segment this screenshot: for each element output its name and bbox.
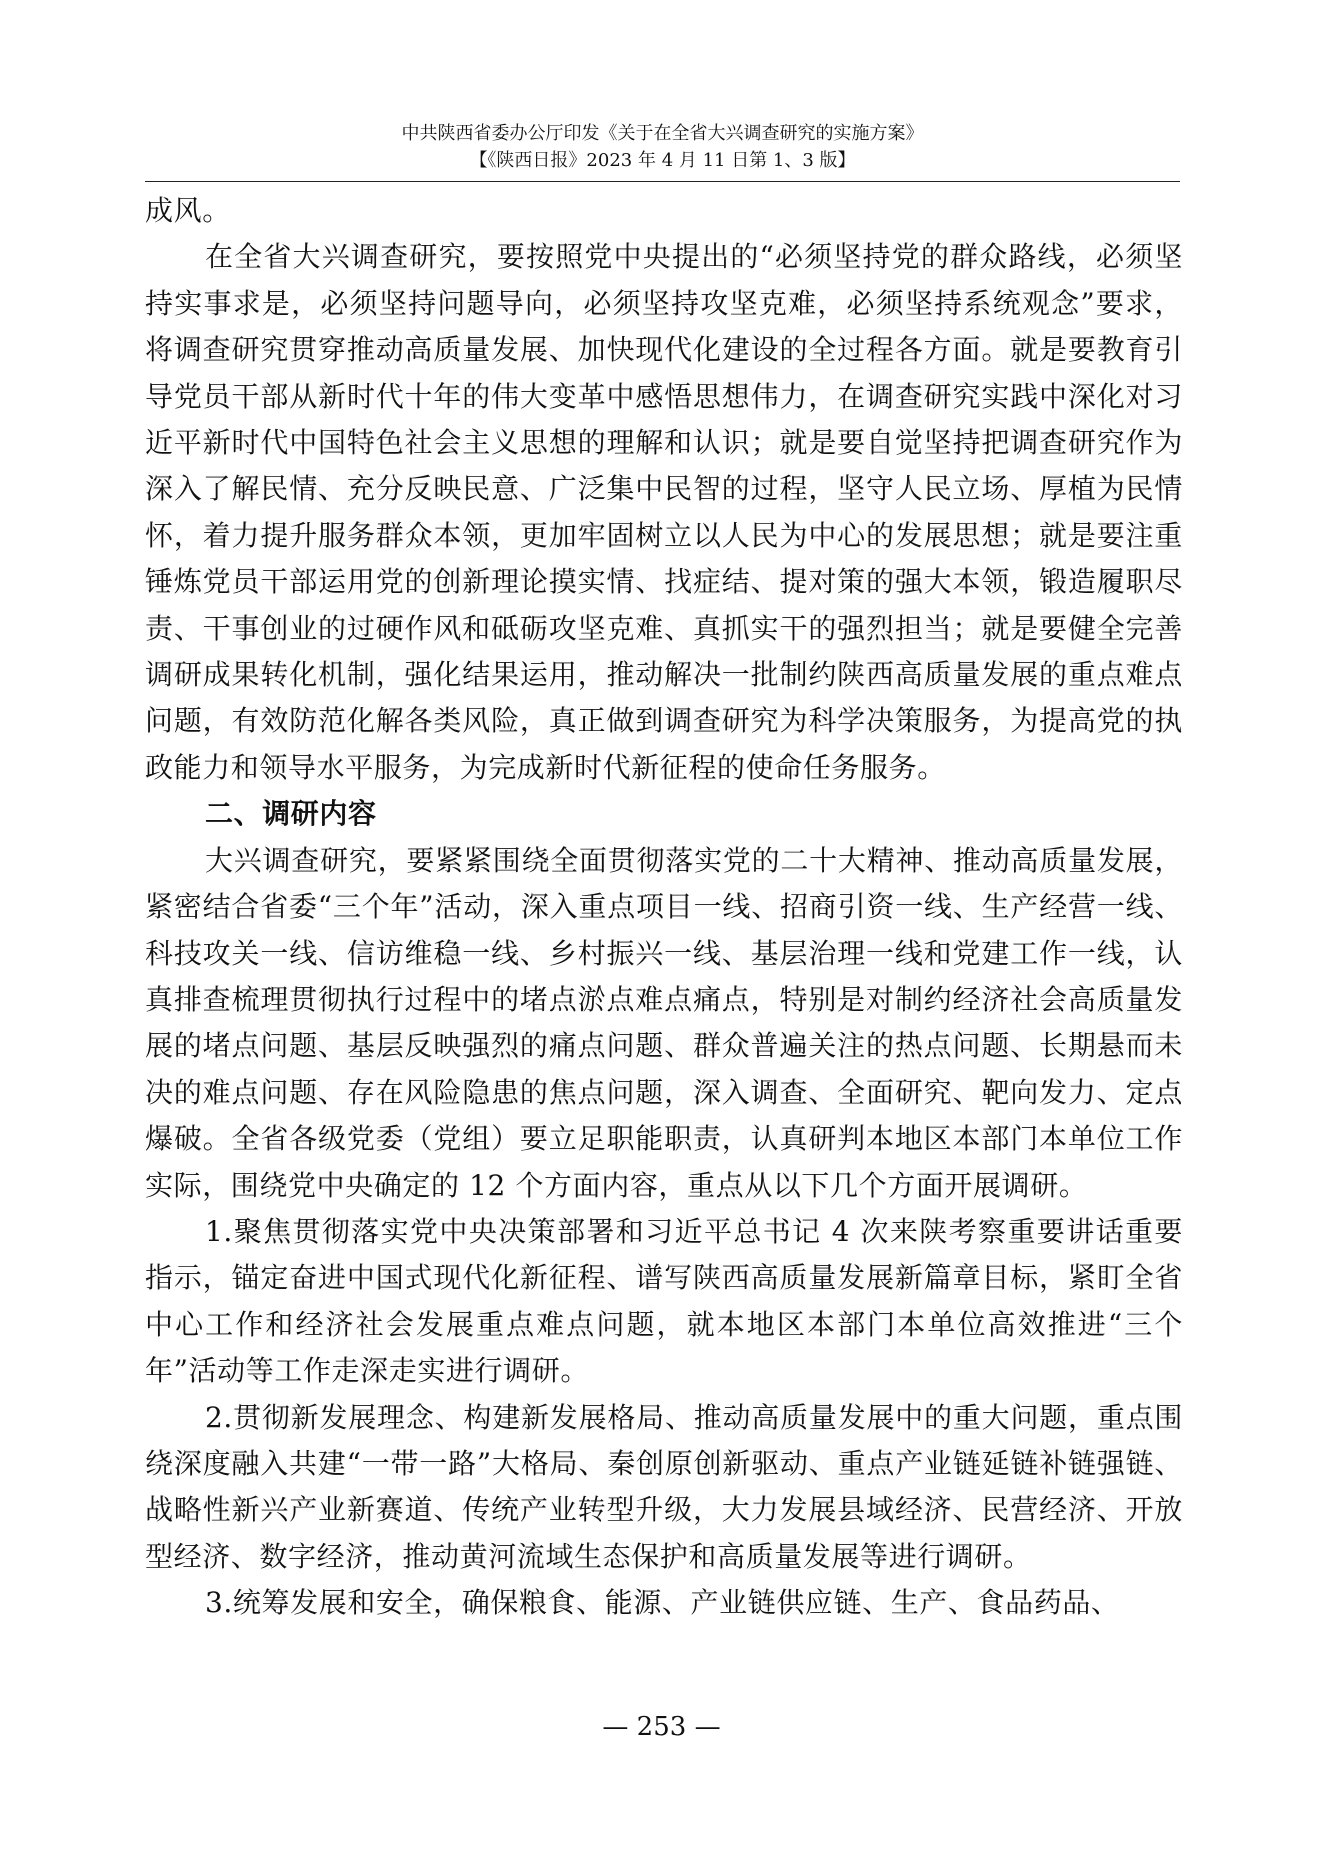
document-body xyxy=(145,188,1183,1627)
list-item-3: 3.统筹发展和安全，确保粮食、能源、产业链供应链、生产、食品药品、 xyxy=(205,1586,1120,1620)
section-heading: 二、调研内容 xyxy=(205,797,377,831)
paragraph-content: 大兴调查研究，要紧紧围绕全面贯彻落实党的二十大精神、推动高质量发展，紧密结合省委“三个年”活动，深入重点项目一线、招商引资一线、生产经营一线、科技攻关一线、信访维稳一线、乡村振兴一线、基层治理一线和党建工作一线，认真排查梳理贯彻执行过程中的堵点淤点难点痛点，特别是对制约经济社会高质量发展的堵点问题、基层反映强烈的痛点问题、群众普遍关注的热点问题、长期悬而未决的难点问题、存在风险隐患的焦点问题，深入调查、全面研究、靶向发力、定点爆破。全省各级党委（党组）要立足职能职责，认真研判本地区本部门本单位工作实际，围绕党中央确定的 12 个方面内容，重点从以下几个方面开展调研。 xyxy=(145,843,1183,1202)
header-divider xyxy=(145,181,1180,182)
page-number: — 253 — xyxy=(602,1712,721,1742)
list-item-2: 2.贯彻新发展理念、构建新发展格局、推动高质量发展中的重大问题，重点围绕深度融入共建“一带一路”大格局、秦创原创新驱动、重点产业链延链补链强链、战略性新兴产业新赛道、传统产业转型升级，大力发展县域经济、民营经济、开放型经济、数字经济，推动黄河流域生态保护和高质量发展等进行调研。 xyxy=(145,1400,1183,1573)
continuation-text: 成风。 xyxy=(145,194,231,227)
list-item-1: 1.聚焦贯彻落实党中央决策部署和习近平总书记 4 次来陕考察重要讲话重要指示，锚定奋进中国式现代化新征程、谱写陕西高质量发展新篇章目标，紧盯全省中心工作和经济社会发展重点难点问题，就本地区本部门本单位高效推进“三个年”活动等工作走深走实进行调研。 xyxy=(145,1214,1183,1388)
header-source: 【《陕西日报》2023 年 4 月 11 日第 1、3 版】 xyxy=(469,150,856,171)
paragraph-purpose: 在全省大兴调查研究，要按照党中央提出的“必须坚持党的群众路线，必须坚持实事求是，必须坚持问题导向，必须坚持攻坚克难，必须坚持系统观念”要求，将调查研究贯穿推动高质量发展、加快现代化建设的全过程各方面。就是要教育引导党员干部从新时代十年的伟大变革中感悟思想伟力，在调查研究实践中深化对习近平新时代中国特色社会主义思想的理解和认识；就是要自觉坚持把调查研究作为深入了解民情、充分反映民意、广泛集中民智的过程，坚守人民立场、厚植为民情怀，着力提升服务群众本领，更加牢固树立以人民为中心的发展思想；就是要注重锤炼党员干部运用党的创新理论摸实情、找症结、提对策的强大本领，锻造履职尽责、干事创业的过硬作风和砥砺攻坚克难、真抓实干的强烈担当；就是要健全完善调研成果转化机制，强化结果运用，推动解决一批制约陕西高质量发展的重点难点问题，有效防范化解各类风险，真正做到调查研究为科学决策服务，为提高党的执政能力和领导水平服务，为完成新时代新征程的使命任务服务。 xyxy=(145,240,1183,784)
header-title: 中共陕西省委办公厅印发《关于在全省大兴调查研究的实施方案》 xyxy=(401,123,924,144)
running-header xyxy=(145,120,1180,174)
